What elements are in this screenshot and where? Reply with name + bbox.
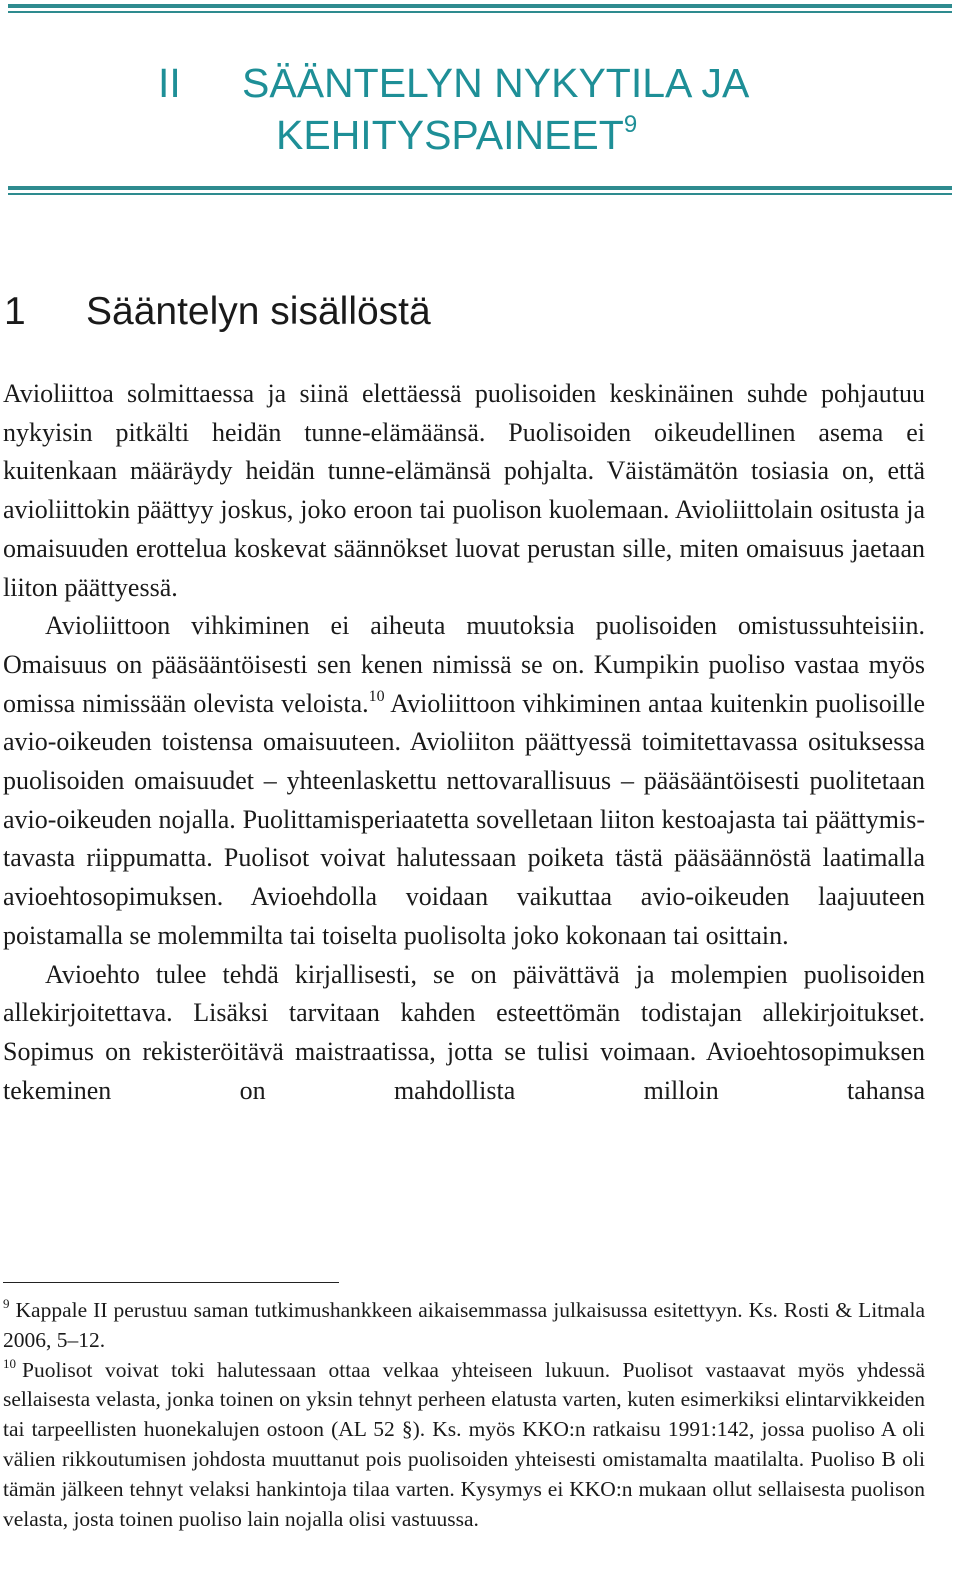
footnote-separator (3, 1282, 339, 1283)
body-text (3, 375, 925, 1110)
footnote-10-number: 10 (3, 1355, 16, 1371)
footnotes (3, 1296, 925, 1534)
paragraph-2-part-a: Avioliittoon vihkiminen ei aiheuta muutoksia puolisoiden omistussuhteisiin. Omaisuus on pääsääntöisesti sen kenen nimissä se on. Kumpikin puoliso vastaa myös omissa nimissään olevista veloista. (3, 611, 925, 718)
footnote-9 (3, 1296, 925, 1356)
paragraph-3: Avioehto tulee tehdä kirjallisesti, se on päivättävä ja molempien puolisoiden allekirjoitettava. Lisäksi tarvitaan kahden esteettömän todistajan allekirjoitukset. Sopimus on rekisteröitävä maistraatissa, jotta se tulisi voimaan. Avioehtosopimuksen tekeminen on mahdollista milloin tahansa (3, 959, 925, 1105)
footnote-9-number: 9 (3, 1296, 10, 1311)
paragraph-2-part-b: Avioliittoon vihkiminen antaa kuitenkin puolisoille avio-oikeuden toistensa omaisuuteen. Avioliiton päättyessä toimitettavassa osituksessa puolisoiden omaisuudet – yhteenlaskettu nettovarallisuus – pääsääntöisesti puolitetaan avio-oikeuden nojalla. Puolittamisperiaatetta sovelletaan liiton kestoajasta tai päättymistavasta riippumatta. Puolisot voivat halutessaan poiketa tästä pääsäännöstä laatimalla avioehtosopimuksen. Avioehdolla voidaan vaikuttaa avio-oikeuden laajuuteen poistamalla se molemmilta tai toiselta puolisolta joko kokonaan tai osittain. (3, 688, 925, 950)
header-rule-bottom-thin (8, 193, 952, 195)
chapter-title-line1: SÄÄNTELYN NYKYTILA JA (242, 60, 750, 106)
footnote-9-text: Kappale II perustuu saman tutkimushankkeen aikaisemmassa julkaisussa esitettyyn. Ks. Rosti & Litmala 2006, 5–12. (3, 1298, 925, 1352)
footnote-10 (3, 1356, 925, 1535)
paragraph-1: Avioliittoa solmittaessa ja siinä elettäessä puolisoiden keskinäinen suhde pohjautuu nykyisin pitkälti heidän tunne-elämäänsä. Puolisoiden oikeudellinen asema ei kuitenkaan määräydy heidän tunne-elämänsä pohjalta. Väistämätön tosiasia on, että avioliittokin päättyy joskus, joko eroon tai puolison kuolemaan. Avioliittolain ositusta ja omaisuuden erottelua koskevat säännökset luovat perustan sille, miten omaisuus jaetaan liiton päättyessä. (3, 379, 925, 602)
footnote-ref-10[interactable]: 10 (368, 687, 385, 705)
chapter-number: II (158, 60, 181, 106)
section-title: Sääntelyn sisällöstä (86, 290, 431, 333)
header-rule-top-thin (8, 11, 952, 13)
chapter-footnote-ref[interactable]: 9 (623, 111, 638, 138)
section-number: 1 (4, 290, 26, 333)
header-rule-top-thick (8, 4, 952, 8)
header-rule-bottom-thick (8, 186, 952, 190)
section-heading (4, 288, 431, 336)
paragraph-2 (3, 607, 925, 955)
footnote-10-text: Puolisot voivat toki halutessaan ottaa velkaa yhteiseen lukuun. Puolisot vastaavat myös yhdessä sellaisesta velasta, jonka toinen on yksin tehnyt perheen elatusta varten, kuten esimerkiksi elintarvikkeiden tai tarpeellisten huonekalujen ostoon (AL 52 §). Ks. myös KKO:n ratkaisu 1991:142, jossa puoliso A oli välien rikkoutumisen johdosta muuttanut pois puolisoiden yhteisesti omistamalta maatilalta. Puoliso B oli tämän jälkeen tehnyt velaksi hankintoja tilaa varten. Kysymys ei KKO:n mukaan ollut sellaisesta puolison velasta, josta toinen puoliso lain nojalla olisi vastuussa. (3, 1357, 925, 1531)
chapter-title-line2 (276, 109, 637, 161)
chapter-title-line2-text: KEHITYSPAINEET (276, 112, 624, 158)
